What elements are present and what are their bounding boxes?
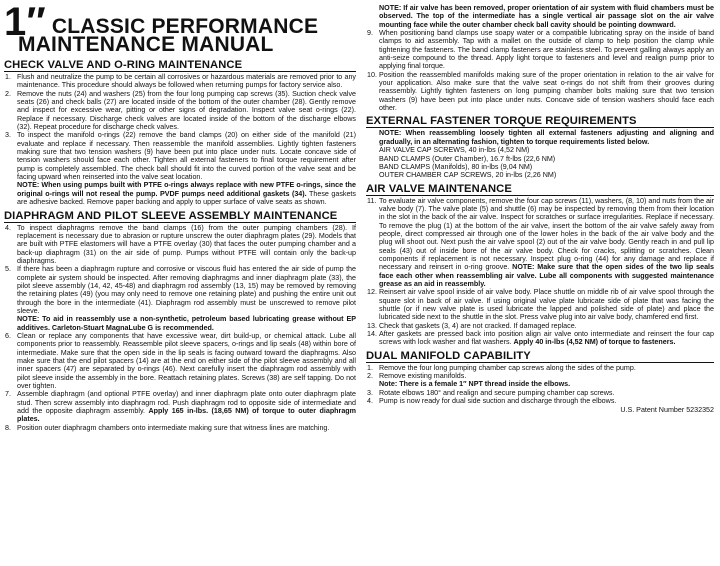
section-heading-dual-manifold: DUAL MANIFOLD CAPABILITY [366, 350, 714, 363]
section-heading-diaphragm: DIAPHRAGM AND PILOT SLEEVE ASSEMBLY MAINTENANCE [4, 210, 356, 223]
list-item: 2. Remove the nuts (24) and washers (25) from the four long pumping cap screws (35). Suction check valve seats (26) and check balls (27) are located inside of the bottom of the outer chamber (28). Gently remove and inspect for excessive wear, pitting or other signs of degradation. Inspect valve seat o-rings (22). Replace if necessary. Discharge check valves are located inside of the bottom of the discharge elbows (32). Repeat procedure for discharge check valves. [5, 89, 356, 132]
section-heading-air-valve: AIR VALVE MAINTENANCE [366, 183, 714, 196]
list-item-note: NOTE: To aid in reassembly use a non-synthetic, petroleum based lubricating grease without EP additives. Carleton-Stuart MagnaLube G is recommended. [17, 315, 356, 332]
left-column [4, 0, 357, 432]
title-line2: MAINTENANCE MANUAL [18, 33, 274, 56]
list-item: 12. Reinsert air valve spool inside of air valve body. Place shuttle on middle rib of air valve spool through the square slot in back of air valve. If using original valve plate lubricate side of plate that was facing the shuttle (or if new valve plate is used lubricate the lapped and polished side of plate) and place the lubricated side next to the shuttle in the slot. Press valve plug into air valve body, chamfered end first. [367, 288, 714, 322]
list-item: 13. Check that gaskets (3, 4) are not cracked. If damaged replace. [367, 321, 577, 330]
torque-spec: BAND CLAMPS (Manifolds), 80 in-lbs (9,04 NM) [379, 162, 533, 171]
list-item: 6. Clean or replace any components that have excessive wear, dirt build-up, or chemical attack. Lube all components prior to reassembly. Reassemble pilot sleeve spacers, o-rings and lip seals (48) within bore of intermediate. Make sure that the open side in the lip seals is facing outward toward the diaphragms. Also make sure that the end pilot spacers (14) are at the end on either side of the pilot sleeve assembly and all inner spacers (47) are separated by o-rings (46). Next carefully insert the diaphragm rod assembly with pilot sleeve inside the assembly in the bore. Reattach retaining plates. Screws (38) are self tapping. Do not over tighten. [5, 331, 356, 391]
title-line1: CLASSIC PERFORMANCE [51, 15, 319, 38]
list-item: 1. Remove the four long pumping chamber cap screws along the sides of the pump. [367, 363, 636, 372]
list-item: 14. After gaskets are pressed back into position align air valve onto intermediate and reinsert the four cap screws with lock washer and flat washers. Apply 40 in-lbs (4,52 NM) of torque to fasteners. [367, 330, 714, 347]
patent-number: U.S. Patent Number 5232352 [620, 406, 714, 415]
dual-manifold-steps [366, 364, 714, 406]
list-item: 3. Rotate elbows 180° and realign and secure pumping chamber cap screws. [367, 388, 615, 397]
reassembly-steps [366, 29, 714, 112]
right-column [366, 4, 714, 415]
list-item: 2. Remove existing manifolds. Note: There is a female 1″ NPT thread inside the elbows. [367, 372, 571, 389]
torque-note: NOTE: When reassembling loosely tighten all external fasteners adjusting and aligning and gradually, in an alternating fashion, tighten to torque requirements listed below. [379, 129, 714, 146]
page-title [4, 0, 356, 56]
list-item: 9. When positioning band clamps use soapy water or a compatible lubricating spray on the inside of band clamps to aid assembly. Tap with a mallet on the outside of clamp to help position the clamp while tightening the fasteners. The band clamp fasteners are stainless steel. To prevent galling always apply an anti-seize compound to the thread. Apply light torque to fasteners and level and realign pump prior to applying final torque. [367, 29, 714, 71]
list-item: 7. Assemble diaphragm (and optional PTFE overlay) and inner diaphragm plate onto outer diaphragm plate stud. Then screw assembly into diaphragm rod. Push diaphragm rod to opposite side of intermediate and add the opposite diaphragm assembly. Apply 165 in-lbs. (18,65 NM) of torque to outer diaphragm plates. [5, 390, 357, 424]
air-valve-steps [366, 197, 714, 347]
air-system-note: NOTE: If air valve has been removed, proper orientation of air system with fluid chambers must be observed. The top of the intermediate has a single vertical air passage slot on the air valve mounting face while the outer chamber check ball cavity should be pointing downward. [379, 4, 714, 29]
torque-spec: OUTER CHAMBER CAP SCREWS, 20 in-lbs (2,26 NM) [379, 171, 557, 180]
list-item: 10. Position the reassembled manifolds making sure of the proper orientation in relation to the air valve for your application. Also make sure that the valve seat o-rings do not shift from their grooves during reassembly. Lightly tighten fasteners on long pumping chamber bolts making sure that two tension washers (9) have been put into place under nuts. Concave side of tension washers should face each other. [367, 70, 714, 113]
diaphragm-steps [4, 224, 356, 433]
list-item: 4. To inspect diaphragms remove the band clamps (16) from the outer pumping chambers (28). If replacement is necessary due to abrasion or rupture unscrew the outer diaphragm plates (29). Models that are built with PTFE elastomers will have a PTFE overlay (30) that faces the outer pumping chamber and a back-up diaphragm (31) on the air side of pump. Pumps without PTFE will contain only the back-up diaphragms. [5, 223, 356, 265]
list-item: 1. Flush and neutralize the pump to be certain all corrosives or hazardous materials are removed prior to any maintenance. This procedure should always be followed when returning pumps for factory service also. [5, 73, 356, 90]
check-valve-note: NOTE: When using pumps built with PTFE o-rings always replace with new PTFE o-rings, since the original o-rings will not reseal the pump. PVDF pumps need additional gaskets (34). These gaskets are adhesive backed. Remove paper backing and apply to upper surface of valve seats as shown. [17, 181, 356, 207]
title-prefix: 1″ [4, 0, 46, 44]
section-heading-check-valve: CHECK VALVE AND O-RING MAINTENANCE [4, 59, 356, 72]
list-item: 11. To evaluate air valve components, remove the four cap screws (11), washers, (8, 10) and nuts from the air valve body (7). The valve plate (5) and shuttle (6) may be inspected by removing them from their location in the slot in the back of the air valve. Inspect for scratches or surface irregularities. Replace if necessary. To remove the plug (1) at the bottom of the air valve, insert the bottom of the air valve safely away from people, direct compressed air through one of the lower holes in the back of the air valve body and the plug will shoot out. Next push the air valve spool (2) out of the air valve body. Gently reach in and pull lip seals (43) out of inside bore of the air valve body. Check for cracks, splitting or scratches. Clean components if replacement is not necessary. Inspect plug o-ring (44) for any damage and replace if necessary and reinsert in o-ring groove. NOTE: Make sure that the open sides of the two lip seals face each other when reassembling air valve. Lube all components with suggested maintenance grease as an aid in reassembly. [367, 196, 714, 288]
list-item: 3. To inspect the manifold o-rings (22) remove the band clamps (20) on either side of the manifold (21) evaluate and replace if necessary. Then reassemble the manifold assemblies. Lightly tighten fasteners making sure that two tension washers (9) have been put into place under nuts. Locate concave side of tension washers should face each other. Tighten all external fasteners to final torque requirement after pump is completely assembled. The check ball should fit into the curved portion of the valve seat and be facing upward when reinserted into the valve seat location. [5, 131, 356, 182]
section-heading-torque: EXTERNAL FASTENER TORQUE REQUIREMENTS [366, 115, 714, 128]
torque-spec: BAND CLAMPS (Outer Chamber), 16.7 ft-lbs (22,6 NM) [379, 154, 556, 163]
torque-spec: AIR VALVE CAP SCREWS, 40 in-lbs (4,52 NM) [379, 146, 530, 155]
list-item: 8. Position outer diaphragm chambers onto intermediate making sure that witness lines are matching. [5, 423, 330, 432]
check-valve-steps [4, 73, 356, 181]
list-item: 5. If there has been a diaphragm rupture and corrosive or viscous fluid has entered the air side of pump the complete air system should be inspected. After removing diaphragms and inner diaphragm plate (33), the pilot sleeve assembly (14, 42, 45-48) and diaphragm rod assembly (13, 15) may be removed by removing the retaining plates (49) (you may only need to remove one retaining plate) and pushing the entire unit out through the bore in the intermediate (41). Diaphragm rod assembly must be unscrewed to remove pilot sleeve. [5, 265, 356, 315]
list-item: 4. Pump is now ready for dual side suction and discharge through the elbows. [367, 397, 617, 406]
